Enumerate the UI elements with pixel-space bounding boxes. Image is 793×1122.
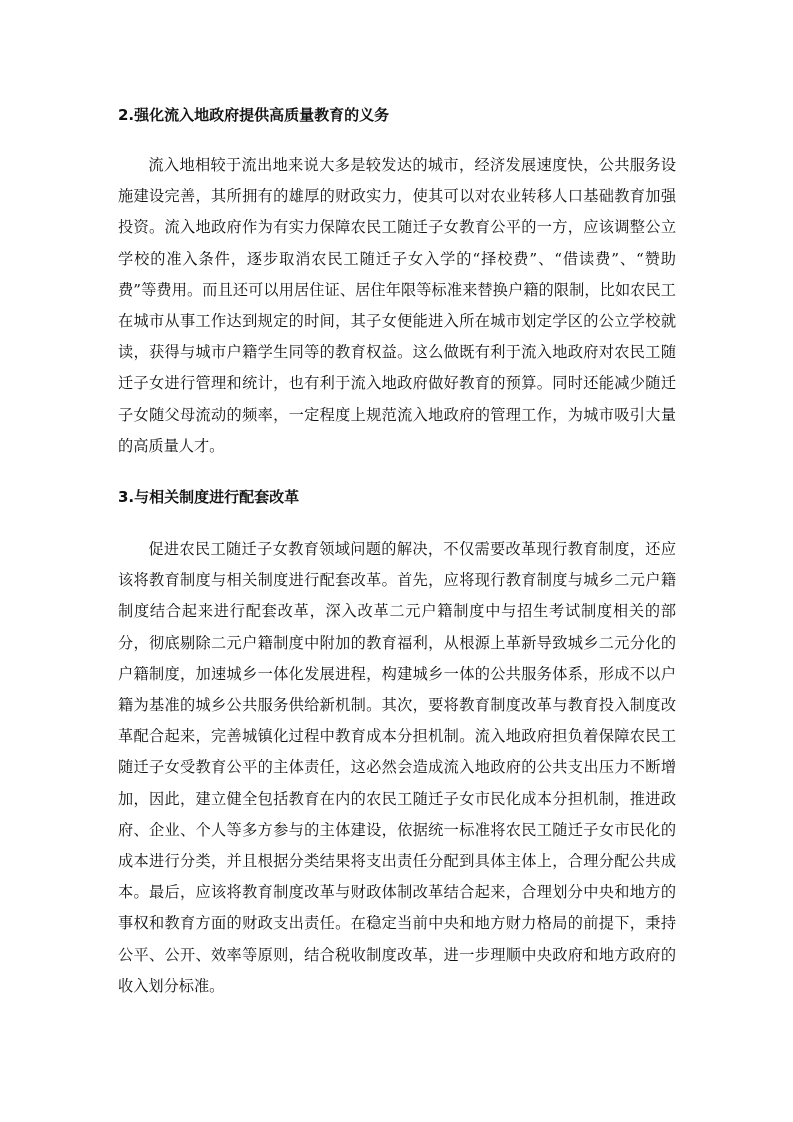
section-heading-supporting-reform: 3.与相关制度进行配套改革 (118, 488, 300, 507)
section-paragraph-supporting-reform: 促进农民工随迁子女教育领域问题的解决，不仅需要改革现行教育制度，还应该将教育制度与相关制度进行配套改革。首先，应将现行教育制度与城乡二元户籍制度结合起来进行配套改革，深入改革二元户籍制度中与招生考试制度相关的部分，彻底剔除二元户籍制度中附加的教育福利，从根源上革新导致城乡二元分化的户籍制度，加速城乡一体化发展进程，构建城乡一体的公共服务体系，形成不以户籍为基准的城乡公共服务供给新机制。其次，要将教育制度改革与教育投入制度改革配合起来，完善城镇化过程中教育成本分担机制。流入地政府担负着保障农民工随迁子女受教育公平的主体责任，这必然会造成流入地政府的公共支出压力不断增加，因此，建立健全包括教育在内的农民工随迁子女市民化成本分担机制，推进政府、企业、个人等多方参与的主体建设，依据统一标准将农民工随迁子女市民化的成本进行分类，并且根据分类结果将支出责任分配到具体主体上，合理分配公共成本。最后，应该将教育制度改革与财政体制改革结合起来，合理划分中央和地方的事权和教育方面的财政支出责任。在稳定当前中央和地方财力格局的前提下，秉持公平、公开、效率等原则，结合税收制度改革，进一步理顺中央政府和地方政府的收入划分标准。 (118, 540, 676, 995)
document-body (118, 98, 676, 1002)
section-paragraph-education-obligation: 流入地相较于流出地来说大多是较发达的城市，经济发展速度快，公共服务设施建设完善，其所拥有的雄厚的财政实力，使其可以对农业转移人口基础教育加强投资。流入地政府作为有实力保障农民工随迁子女教育公平的一方，应该调整公立学校的准入条件，逐步取消农民工随迁子女入学的“择校费”、“借读费”、“赞助费”等费用。而且还可以用居住证、居住年限等标准来替换户籍的限制，比如农民工在城市从事工作达到规定的时间，其子女便能进入所在城市划定学区的公立学校就读，获得与城市户籍学生同等的教育权益。这么做既有利于流入地政府对农民工随迁子女进行管理和统计，也有利于流入地政府做好教育的预算。同时还能减少随迁子女随父母流动的频率，一定程度上规范流入地政府的管理工作，为城市吸引大量的高质量人才。 (118, 156, 676, 455)
section-heading-education-obligation: 2.强化流入地政府提供高质量教育的义务 (118, 106, 390, 124)
